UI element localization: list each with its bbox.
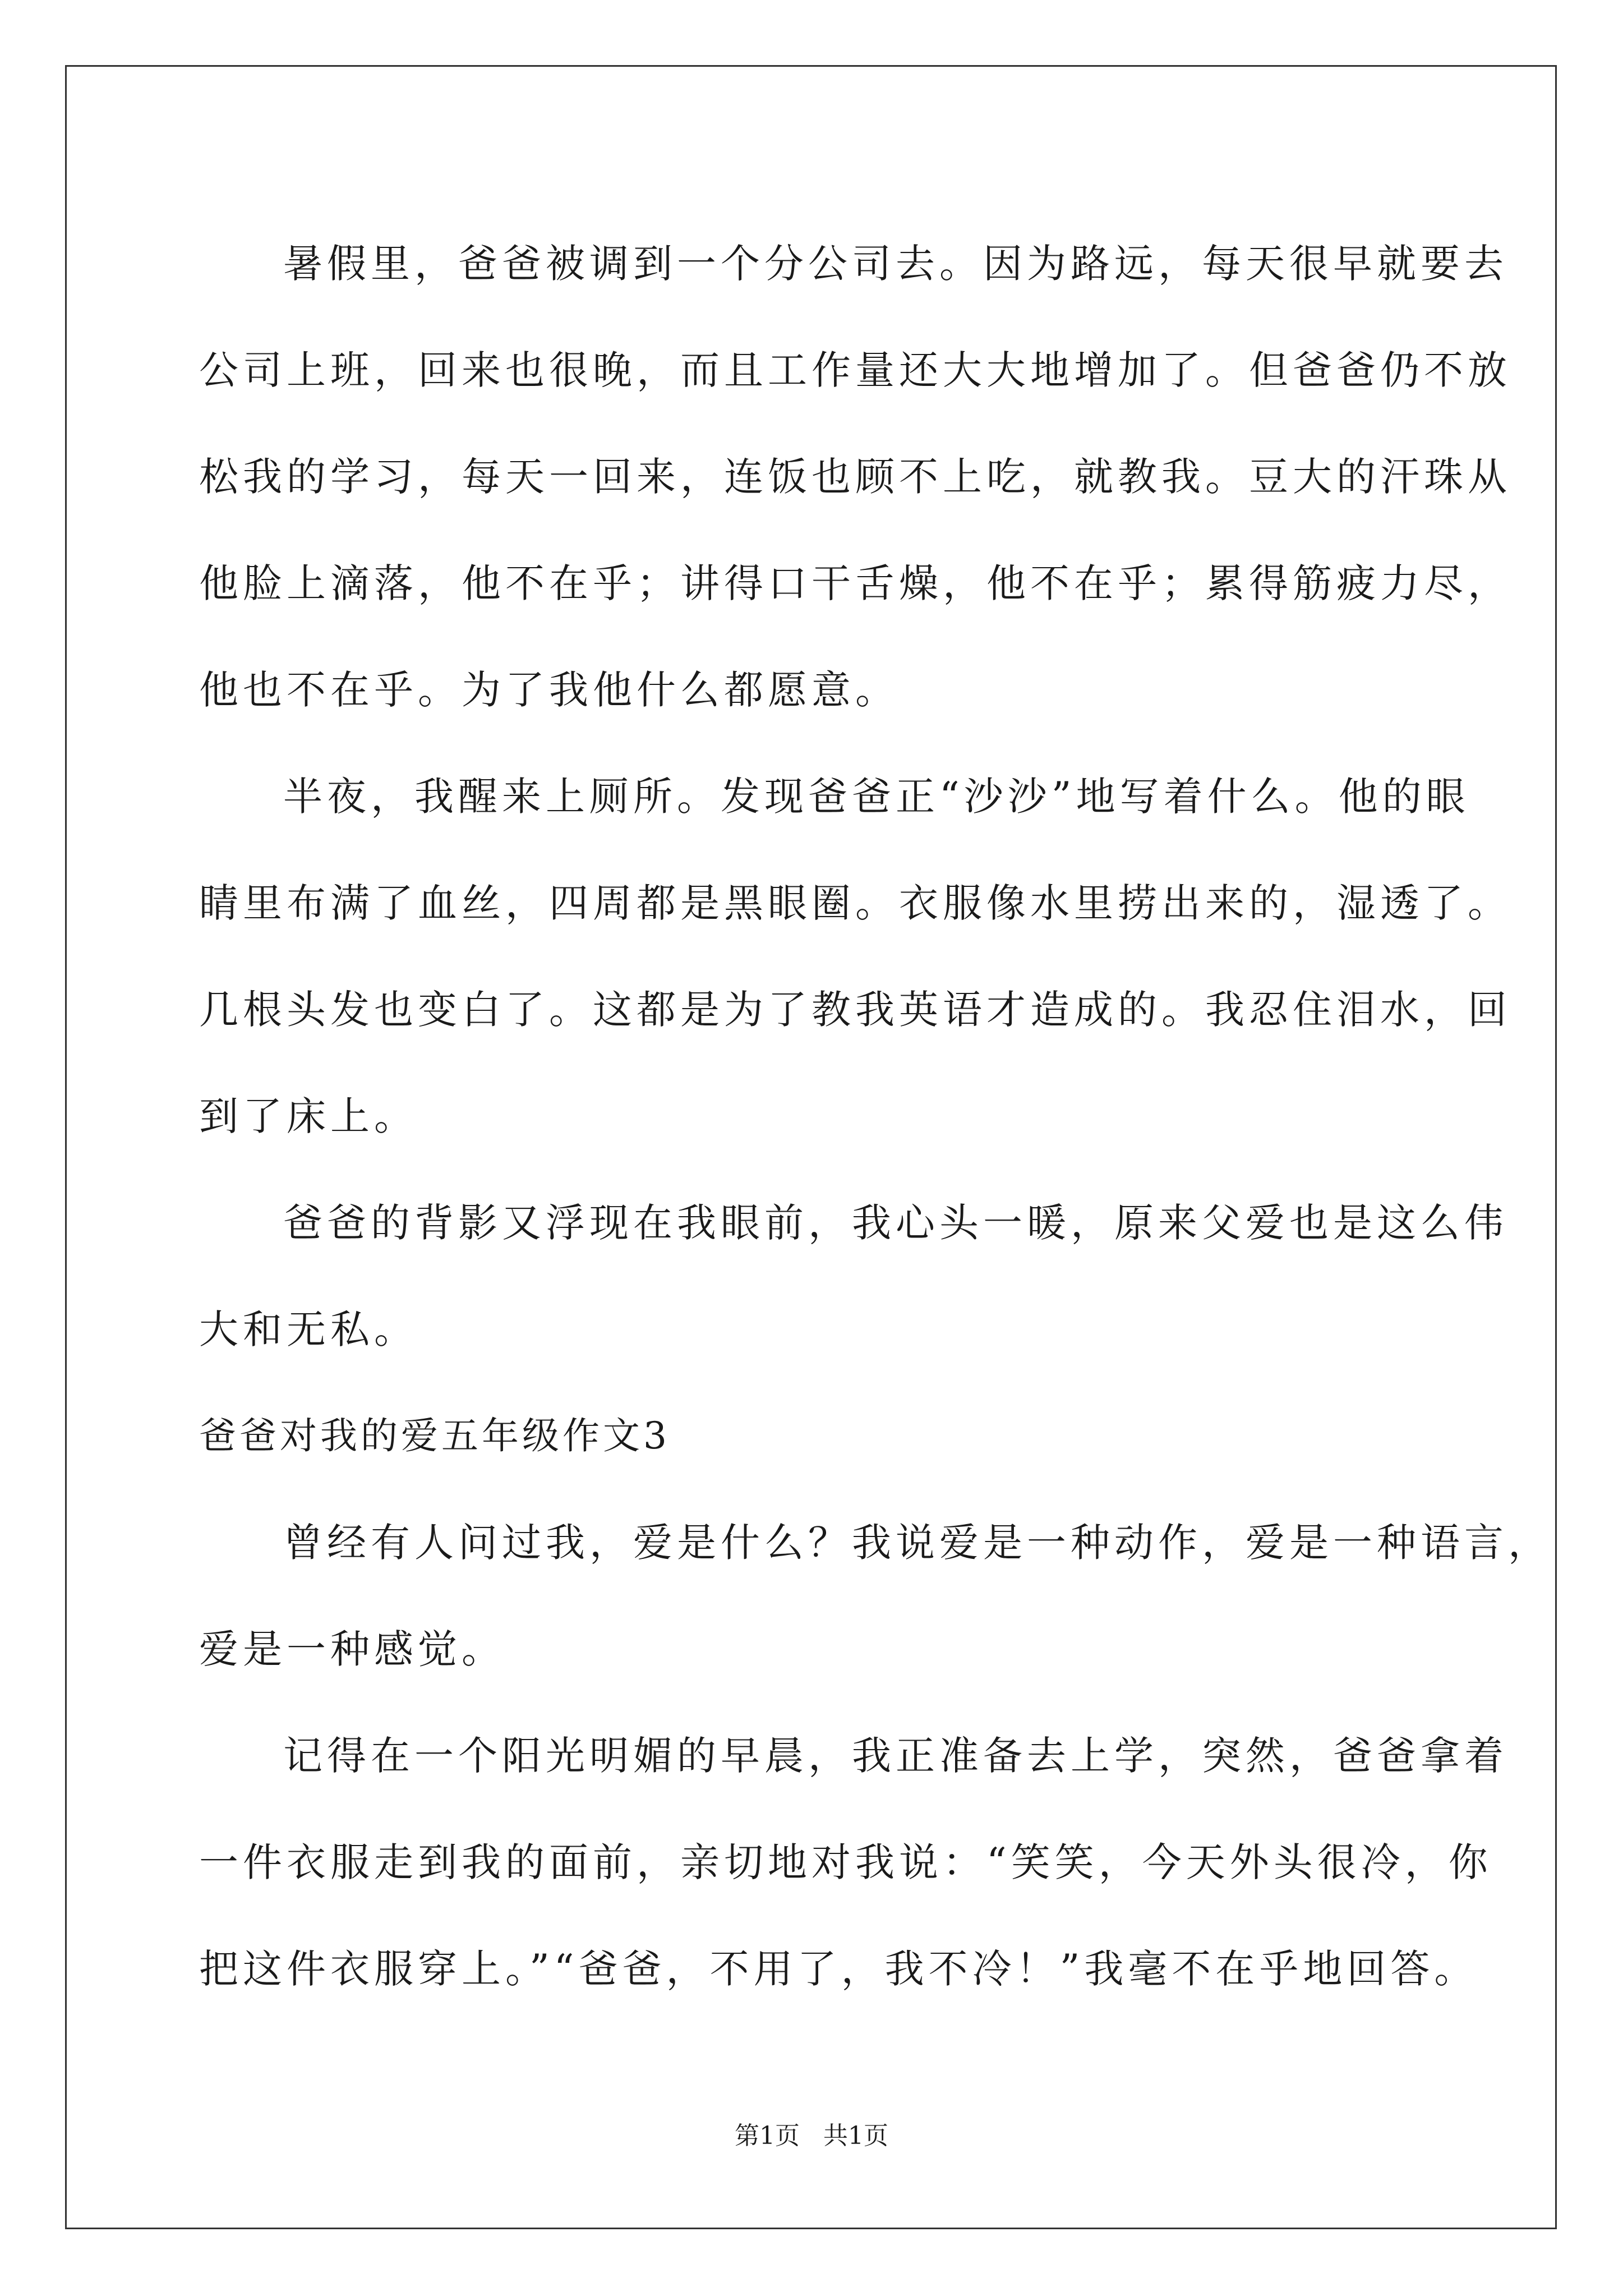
paragraph-line: 松我的学习，每天一回来，连饭也顾不上吃，就教我。豆大的汗珠从 bbox=[199, 454, 1511, 500]
paragraph-line: 到了床上。 bbox=[199, 1093, 418, 1139]
paragraph-line: 暑假里，爸爸被调到一个分公司去。因为路远，每天很早就要去 bbox=[283, 241, 1508, 287]
paragraph-line: 爱是一种感觉。 bbox=[199, 1626, 505, 1672]
document-body bbox=[199, 210, 1552, 2022]
paragraph-line: 大和无私。 bbox=[199, 1306, 418, 1352]
paragraph-line: 曾经有人问过我，爱是什么？我说爱是一种动作，爱是一种语言， bbox=[283, 1520, 1552, 1566]
paragraph-line: 爸爸的背影又浮现在我眼前，我心头一暖，原来父爱也是这么伟 bbox=[283, 1200, 1508, 1246]
paragraph-line: 他脸上滴落，他不在乎；讲得口干舌燥，他不在乎；累得筋疲力尽， bbox=[199, 560, 1511, 606]
paragraph-line: 睛里布满了血丝，四周都是黑眼圈。衣服像水里捞出来的，湿透了。 bbox=[199, 880, 1511, 926]
page-number-footer: 第1页 共1页 bbox=[735, 2122, 888, 2150]
paragraph-line: 半夜，我醒来上厕所。发现爸爸正“沙沙”地写着什么。他的眼 bbox=[283, 774, 1470, 820]
paragraph-line: 他也不在乎。为了我他什么都愿意。 bbox=[199, 667, 899, 713]
paragraph-line: 公司上班，回来也很晚，而且工作量还大大地增加了。但爸爸仍不放 bbox=[199, 347, 1511, 393]
paragraph-line: 记得在一个阳光明媚的早晨，我正准备去上学，突然，爸爸拿着 bbox=[283, 1733, 1508, 1779]
paragraph-line: 把这件衣服穿上。”“爸爸，不用了，我不冷！”我毫不在乎地回答。 bbox=[199, 1946, 1478, 1992]
section-heading: 爸爸对我的爱五年级作文3 bbox=[199, 1414, 670, 1457]
paragraph-line: 一件衣服走到我的面前，亲切地对我说：“笑笑，今天外头很冷，你 bbox=[199, 1839, 1492, 1885]
paragraph-line: 几根头发也变白了。这都是为了教我英语才造成的。我忍住泪水，回 bbox=[199, 987, 1511, 1033]
